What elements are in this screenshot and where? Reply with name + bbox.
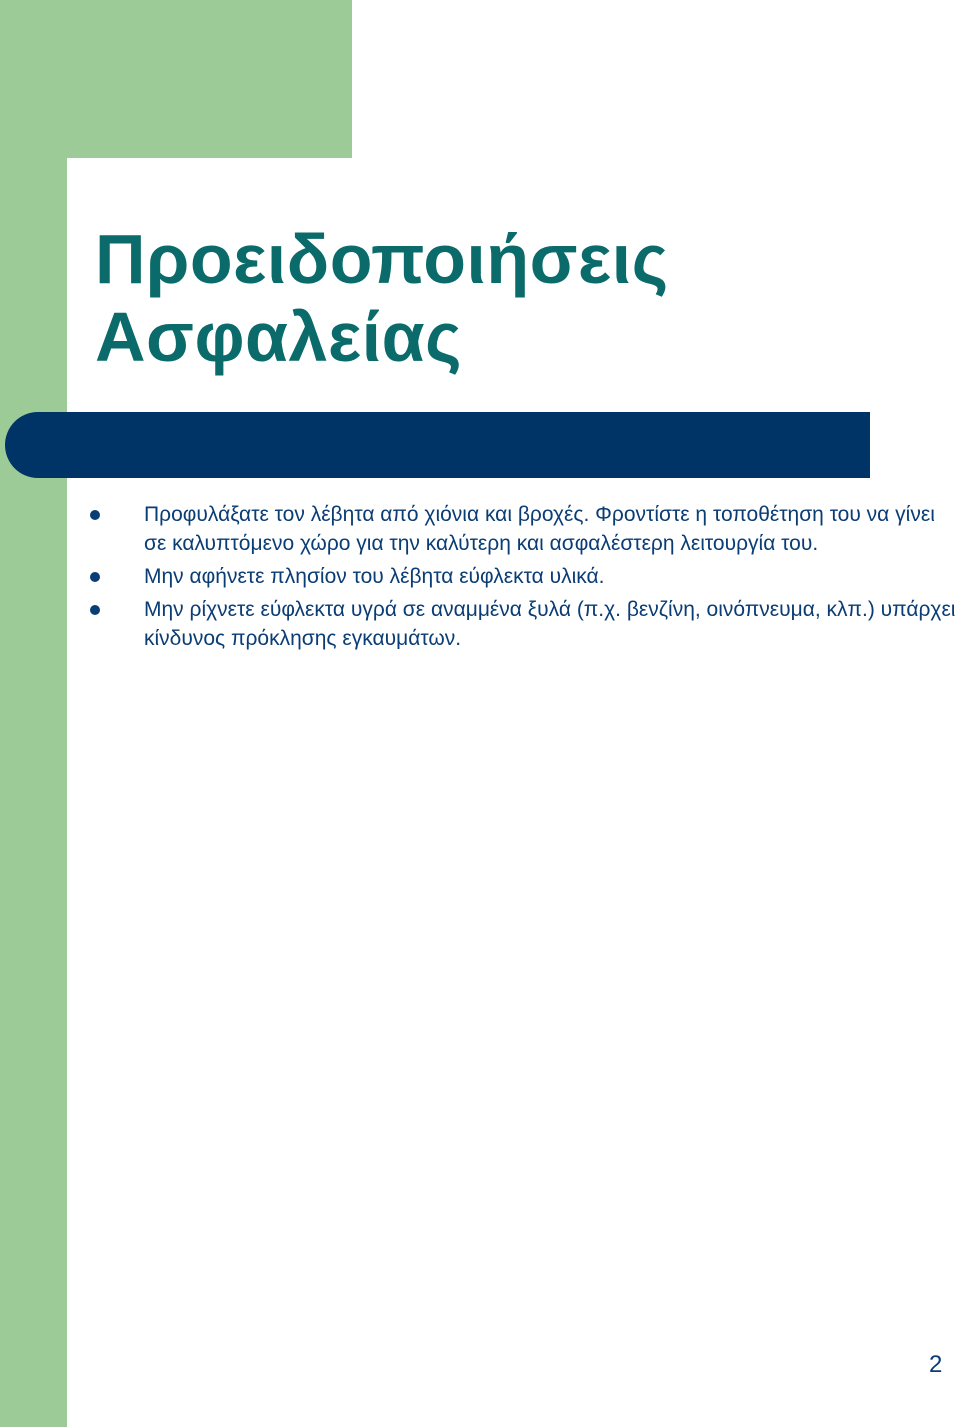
slide-title [95, 220, 669, 376]
list-item [88, 500, 960, 558]
top-green-block [0, 0, 352, 158]
title-divider-bar [5, 412, 870, 478]
list-item [88, 595, 960, 653]
title-line-2: Ασφαλείας [95, 298, 463, 376]
bullet-icon [90, 510, 100, 520]
bullet-icon [90, 572, 100, 582]
title-line-1: Προειδοποιήσεις [95, 220, 669, 298]
list-item [88, 562, 960, 591]
bullet-text: Μην αφήνετε πλησίον του λέβητα εύφλεκτα υλικά. [144, 565, 605, 588]
page-number: 2 [929, 1351, 943, 1378]
bullet-text: Μην ρίχνετε εύφλεκτα υγρά σε αναμμένα ξυλά (π.χ. βενζίνη, οινόπνευμα, κλπ.) υπάρχει κίνδυνος πρόκλησης εγκαυμάτων. [144, 598, 956, 650]
bullet-list [88, 500, 960, 657]
left-green-band [0, 0, 67, 1427]
bullet-text: Προφυλάξατε τον λέβητα από χιόνια και βροχές. Φροντίστε η τοποθέτηση του να γίνει σε καλυπτόμενο χώρο για την καλύτερη και ασφαλέστερη λειτουργία του. [144, 503, 935, 555]
bullet-icon [90, 605, 100, 615]
